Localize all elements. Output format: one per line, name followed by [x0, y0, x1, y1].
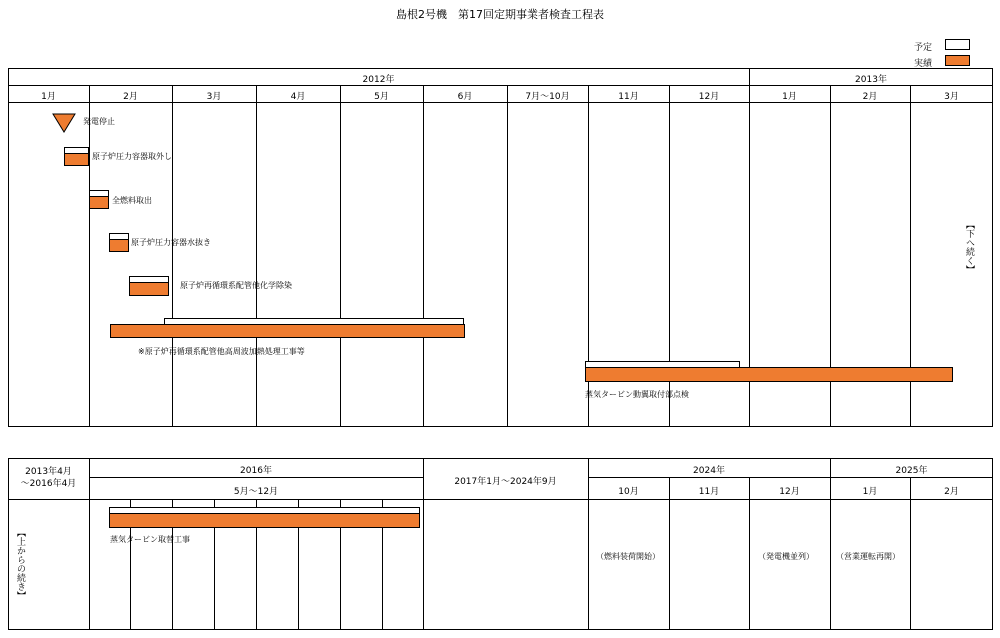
month-label: 11月 — [698, 487, 720, 497]
turbine-inspection-label: 蒸気タービン動翼取付部点検 — [585, 390, 689, 399]
month-divider — [256, 85, 257, 427]
month-label: 2月 — [123, 92, 138, 102]
continued-from-above-note: 【上からの続き】 — [15, 528, 25, 600]
year-2024-header: 2024年 — [693, 466, 725, 476]
turbine-replacement-label: 蒸気タービン取替工事 — [110, 535, 190, 544]
month-label: 1月 — [782, 92, 797, 102]
turbine-replacement-actual-bar — [109, 513, 420, 528]
month-label: 12月 — [698, 92, 720, 102]
top-month-divider — [8, 102, 993, 103]
turbine-inspection-actual-bar — [585, 367, 953, 382]
period-2016-header: 5月～12月 — [233, 487, 279, 497]
bottom-col-divider — [669, 477, 670, 630]
continue-below-note: 【下へ続く】 — [964, 220, 974, 274]
month-divider — [172, 85, 173, 427]
month-label: 2月 — [944, 487, 959, 497]
year-2012-header: 2012年 — [362, 75, 395, 85]
generator-parallel-note: （発電機並列） — [758, 552, 814, 561]
year-2013-header: 2013年 — [855, 75, 887, 85]
period-2017-2024-header: 2017年1月～2024年9月 — [454, 477, 557, 487]
rpv-removal-label: 原子炉圧力容器取外し — [92, 152, 172, 161]
induction-heating-actual-bar — [110, 324, 465, 338]
legend-actual-label: 実績 — [914, 59, 933, 69]
induction-heating-label: ※原子炉再循環系配管他高周波加熱処理工事等 — [138, 347, 305, 356]
bottom-col-divider — [910, 477, 911, 630]
legend-planned-swatch — [945, 39, 970, 50]
bottom-header-divider — [8, 499, 993, 500]
rpv-removal-actual-bar — [64, 153, 89, 166]
decon-actual-bar — [129, 282, 169, 296]
chart-title: 島根2号機 第17回定期事業者検査工程表 — [396, 8, 604, 21]
legend-actual-swatch — [945, 55, 970, 66]
commercial-operation-restart-note: （営業運転再開） — [836, 552, 900, 561]
shutdown-milestone-marker — [52, 113, 76, 133]
month-label: 10月 — [618, 487, 639, 497]
top-year-divider — [8, 85, 993, 86]
month-label: 5月 — [374, 92, 389, 102]
month-label: 2月 — [862, 92, 878, 102]
month-label: 6月 — [457, 92, 473, 102]
fuel-removal-actual-bar — [89, 196, 109, 209]
period-2013-2016-header: 2013年4月 ～2016年4月 — [20, 467, 77, 489]
month-divider — [423, 85, 424, 427]
rpv-drain-label: 原子炉圧力容器水抜き — [131, 238, 211, 247]
month-label: 4月 — [290, 92, 306, 102]
rpv-drain-actual-bar — [109, 239, 129, 252]
bottom-year-divider-2024-2025 — [588, 477, 993, 478]
month-divider — [507, 85, 508, 427]
legend-planned-label: 予定 — [914, 43, 933, 53]
month-label: 3月 — [944, 92, 959, 102]
year-2016-header: 2016年 — [240, 466, 272, 476]
month-label: 1月 — [41, 92, 56, 102]
decon-label: 原子炉再循環系配管他化学除染 — [180, 281, 292, 290]
bottom-col-divider — [749, 477, 750, 630]
year-2025-header: 2025年 — [895, 466, 928, 476]
shutdown-label: 発電停止 — [83, 117, 115, 126]
month-label: 7月～10月 — [525, 92, 570, 102]
month-divider — [340, 85, 341, 427]
month-divider — [89, 85, 90, 427]
bottom-year-divider-2016 — [89, 477, 423, 478]
fuel-removal-label: 全燃料取出 — [112, 196, 152, 205]
month-label: 11月 — [618, 92, 639, 102]
month-label: 1月 — [862, 487, 878, 497]
month-label: 3月 — [206, 92, 222, 102]
month-label: 12月 — [779, 487, 800, 497]
fuel-loading-start-note: （燃料装荷開始） — [596, 552, 660, 561]
